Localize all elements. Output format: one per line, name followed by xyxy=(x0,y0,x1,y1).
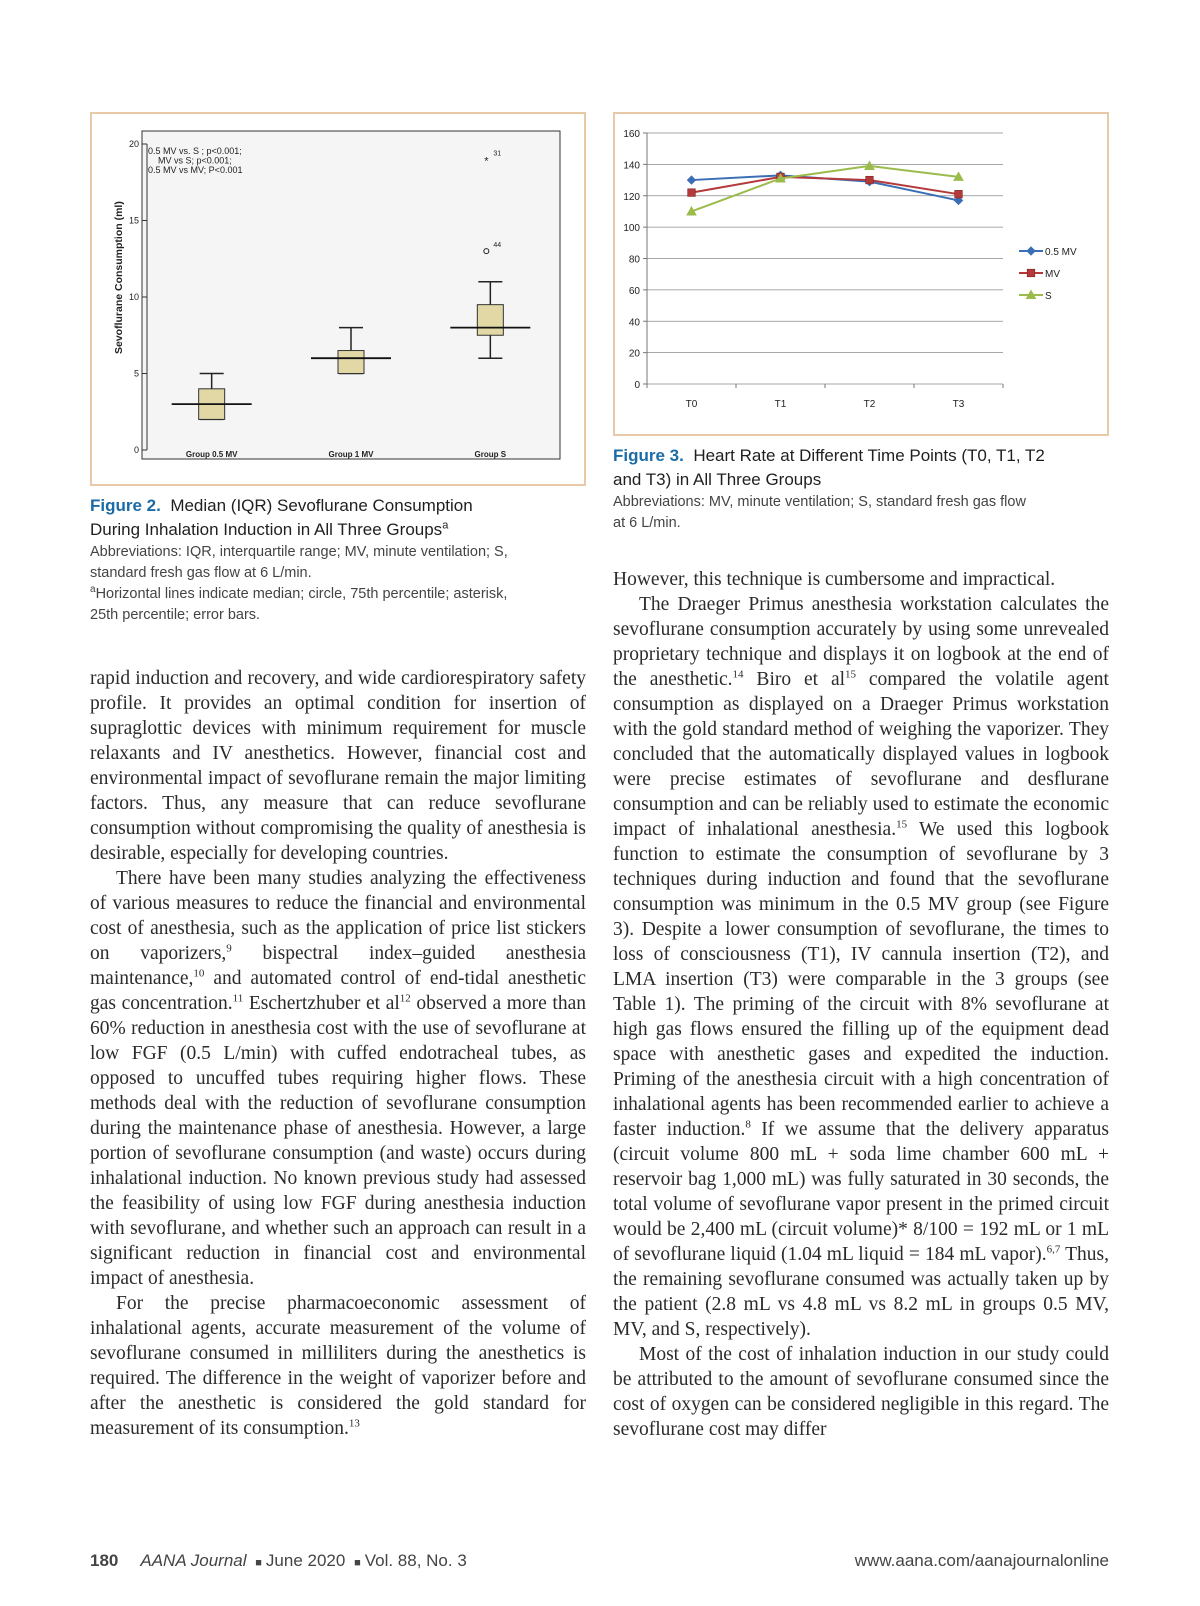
y-tick-label: 0 xyxy=(634,380,640,391)
paragraph xyxy=(90,1291,586,1441)
y-tick-label: 5 xyxy=(133,368,139,379)
figure-2-label: Figure 2. xyxy=(90,496,161,515)
paragraph xyxy=(613,592,1109,1342)
category-label: Group 1 MV xyxy=(328,450,374,459)
grid xyxy=(647,133,1003,384)
figure-2-title-line1: Median (IQR) Sevoflurane Consumption xyxy=(170,496,473,515)
marker-square xyxy=(1027,269,1035,277)
citation: 10 xyxy=(193,967,205,980)
text-run: compared the volatile agent consumption as displayed on a Draeger Primus workstation with the gold standard method of weighing the vaporizer. They concluded that the automatically displayed values in logbook were precise estimates of sevoflurane and desflurane consumption and can be reliably used to estimate the economic impact of inhalational anesthesia. xyxy=(613,669,1109,840)
text-run: Thus, the remaining sevoflurane consumed was actually taken up by the patient (2.8 mL vs 4.8 mL vs 8.2 mL in groups 0.5 MV, MV, and S, respectively). xyxy=(613,1244,1109,1340)
marker-square xyxy=(955,190,963,198)
text-run: and automated control of end-tidal anesthetic gas concentration. xyxy=(90,968,586,1014)
citation: 12 xyxy=(399,992,411,1005)
outlier-label: 31 xyxy=(493,150,502,158)
iqr-box xyxy=(477,305,503,336)
citation: 14 xyxy=(732,668,744,681)
y-tick-label: 20 xyxy=(628,348,640,360)
y-tick-label: 100 xyxy=(623,223,640,235)
issue-date: June 2020 xyxy=(265,1551,346,1570)
figure-2-frame xyxy=(90,112,586,486)
citation: 6,7 xyxy=(1046,1243,1061,1256)
y-tick-label: 60 xyxy=(628,285,640,297)
figure-2-title-line2: During Inhalation Induction in All Three Groups xyxy=(90,520,443,539)
outlier-label: 44 xyxy=(493,242,502,250)
figure-2-abbrev-2: standard fresh gas flow at 6 L/min. xyxy=(90,565,312,581)
figure-3-notes xyxy=(613,492,1113,534)
figure-3-caption xyxy=(613,444,1113,492)
figure-3-frame xyxy=(613,112,1109,436)
citation: 9 xyxy=(226,942,232,955)
citation: 8 xyxy=(745,1118,751,1131)
x-tick-label: T0 xyxy=(685,399,698,410)
paragraph xyxy=(613,567,1109,592)
annotation-line: 0.5 MV vs MV; P<0.001 xyxy=(148,165,243,175)
separator: ■ xyxy=(354,1557,361,1569)
figure-3-label: Figure 3. xyxy=(613,446,684,465)
marker-square xyxy=(688,189,696,197)
y-tick-label: 160 xyxy=(623,129,640,140)
paragraph xyxy=(90,866,586,1291)
iqr-box xyxy=(338,351,364,374)
x-tick-label: T2 xyxy=(863,399,876,410)
x-tick-label: T3 xyxy=(952,399,965,410)
figure-2-footnote-2: 25th percentile; error bars. xyxy=(90,607,261,623)
text-run: observed a more than 60% reduction in anesthesia cost with the use of sevoflurane at low FGF (0.5 L/min) with cuffed endotracheal tubes, as opposed to uncuffed tubes requiring higher flows. These methods deal with the reduction of sevoflurane consumption during the maintenance phase of anesthesia. However, a large portion of sevoflurane consumption (and waste) occurs during inhalational induction. No known previous study had assessed the feasibility of using low FGF during anesthesia induction with sevoflurane, and whether such an approach can result in a significant reduction in financial cost and environmental impact of anesthesia. xyxy=(90,993,587,1289)
text-run: Most of the cost of inhalation induction in our study could be attributed to the amount of sevoflurane consumed since the cost of oxygen can be considered negligible in this regard. The sevoflurane cost may differ xyxy=(613,1344,1109,1440)
figure-2-title-sup: a xyxy=(442,519,449,532)
figure-2-caption xyxy=(90,494,590,542)
figure-2-footnote-1: Horizontal lines indicate median; circle, 75th percentile; asterisk, xyxy=(95,586,508,602)
figure-3-abbrev-2: at 6 L/min. xyxy=(613,515,681,531)
legend xyxy=(1019,247,1077,302)
marker-diamond xyxy=(688,176,696,184)
citation: 11 xyxy=(232,992,244,1005)
x-tick-label: T1 xyxy=(774,399,787,410)
paragraph xyxy=(613,1342,1109,1442)
text-run: If we assume that the delivery apparatus (circuit volume 800 mL + soda lime chamber 600 mL + reservoir bag 1,000 mL) was fully saturated in 30 seconds, the total volume of sevoflurane vapor present in the primed circuit would be 2,400 mL (circuit volume)* 8/100 = 192 mL or 1 mL of sevoflurane liquid (1.04 mL liquid = 184 mL vapor). xyxy=(613,1119,1109,1265)
legend-label: 0.5 MV xyxy=(1045,247,1077,258)
figure-3-abbrev-1: Abbreviations: MV, minute ventilation; S, standard fresh gas flow xyxy=(613,494,1026,510)
category-label: Group 0.5 MV xyxy=(185,450,238,459)
citation: 15 xyxy=(896,818,908,831)
series-group xyxy=(687,161,963,214)
y-tick-label: 140 xyxy=(623,160,640,172)
figure-2-abbrev-1: Abbreviations: IQR, interquartile range; MV, minute ventilation; S, xyxy=(90,544,508,560)
page-footer-left xyxy=(90,1551,467,1571)
y-tick-label: 15 xyxy=(128,215,139,226)
journal-name: AANA Journal xyxy=(140,1551,247,1570)
paragraph xyxy=(90,666,586,866)
y-tick-label: 120 xyxy=(623,191,640,203)
separator: ■ xyxy=(255,1557,262,1569)
citation: 15 xyxy=(845,668,857,681)
y-tick-label: 20 xyxy=(128,139,139,149)
right-column-text xyxy=(613,567,1109,1442)
annotation-line: 0.5 MV vs. S ; p<0.001; xyxy=(148,146,242,156)
text-run: bispectral index–guided anesthesia maintenance, xyxy=(90,943,586,989)
figure-2-chart xyxy=(92,114,584,484)
figure-2-footnote-sup: a xyxy=(90,584,96,596)
text-run: Eschertzhuber et al xyxy=(243,993,400,1014)
figure-3-chart xyxy=(615,114,1107,434)
page-number: 180 xyxy=(90,1551,119,1570)
significance-annotation xyxy=(148,146,242,175)
annotation-line: MV vs S; p<0.001; xyxy=(158,155,232,166)
marker-diamond xyxy=(1027,247,1035,255)
marker-square xyxy=(866,176,874,184)
y-tick-label: 80 xyxy=(628,254,640,266)
axes xyxy=(623,129,1003,410)
journal-url[interactable]: www.aana.com/aanajournalonline xyxy=(854,1551,1109,1570)
legend-label: S xyxy=(1045,291,1052,302)
text-run: For the precise pharmacoeconomic assessment of inhalational agents, accurate measurement of the volume of sevoflurane consumed in milliliters during the anesthetics is required. The difference in the weight of vaporizer before and after the anesthetic is considered the gold standard for measurement of its consumption. xyxy=(90,1293,586,1439)
figure-3-title-line1: Heart Rate at Different Time Points (T0, T1, T2 xyxy=(693,446,1045,465)
y-tick-label: 40 xyxy=(628,317,640,329)
outlier-asterisk: * xyxy=(484,155,489,168)
text-run: Biro et al xyxy=(743,669,846,690)
text-run: There have been many studies analyzing the effectiveness of various measures to reduce the financial and environmental cost of anesthesia, such as the application of price list stickers on vaporizers, xyxy=(90,868,586,964)
volume: Vol. 88, No. 3 xyxy=(364,1551,467,1570)
figure-3-title-line2: and T3) in All Three Groups xyxy=(613,470,822,489)
y-axis-label: Sevoflurane Consumption (ml) xyxy=(113,201,125,354)
figure-2-notes xyxy=(90,542,590,626)
y-tick-label: 10 xyxy=(128,292,139,302)
category-label: Group S xyxy=(474,450,507,459)
text-run: The Draeger Primus anesthesia workstation calculates the sevoflurane consumption accurately by using some unrevealed proprietary technique and displays it on logbook at the end of the anesthetic. xyxy=(613,594,1109,690)
legend-label: MV xyxy=(1045,269,1060,280)
text-run: However, this technique is cumbersome and impractical. xyxy=(613,569,1056,590)
text-run: We used this logbook function to estimate the consumption of sevoflurane by 3 techniques during induction and found that the sevoflurane consumption was minimum in the 0.5 MV group (see Figure 3). Despite a lower consumption of sevoflurane, the times to loss of consciousness (T1), IV cannula insertion (T2), and LMA insertion (T3) were comparable in the 3 groups (see Table 1). The priming of the circuit with 8% sevoflurane at high gas flows ensured the filling up of the equipment dead space with anesthetic gases and expedited the induction. Priming of the anesthesia circuit with a high concentration of inhalational agents has been recommended earlier to achieve a faster induction. xyxy=(613,819,1109,1140)
citation: 13 xyxy=(348,1417,360,1430)
text-run: rapid induction and recovery, and wide cardiorespiratory safety profile. It provides an optimal condition for insertion of supraglottic devices with minimum requirement for muscle relaxants and IV anesthetics. However, financial cost and environmental impact of sevoflurane remain the major limiting factors. Thus, any measure that can reduce sevoflurane consumption without compromising the quality of anesthesia is desirable, especially for developing countries. xyxy=(90,668,586,864)
left-column-text xyxy=(90,666,586,1441)
y-tick-label: 0 xyxy=(133,445,139,455)
